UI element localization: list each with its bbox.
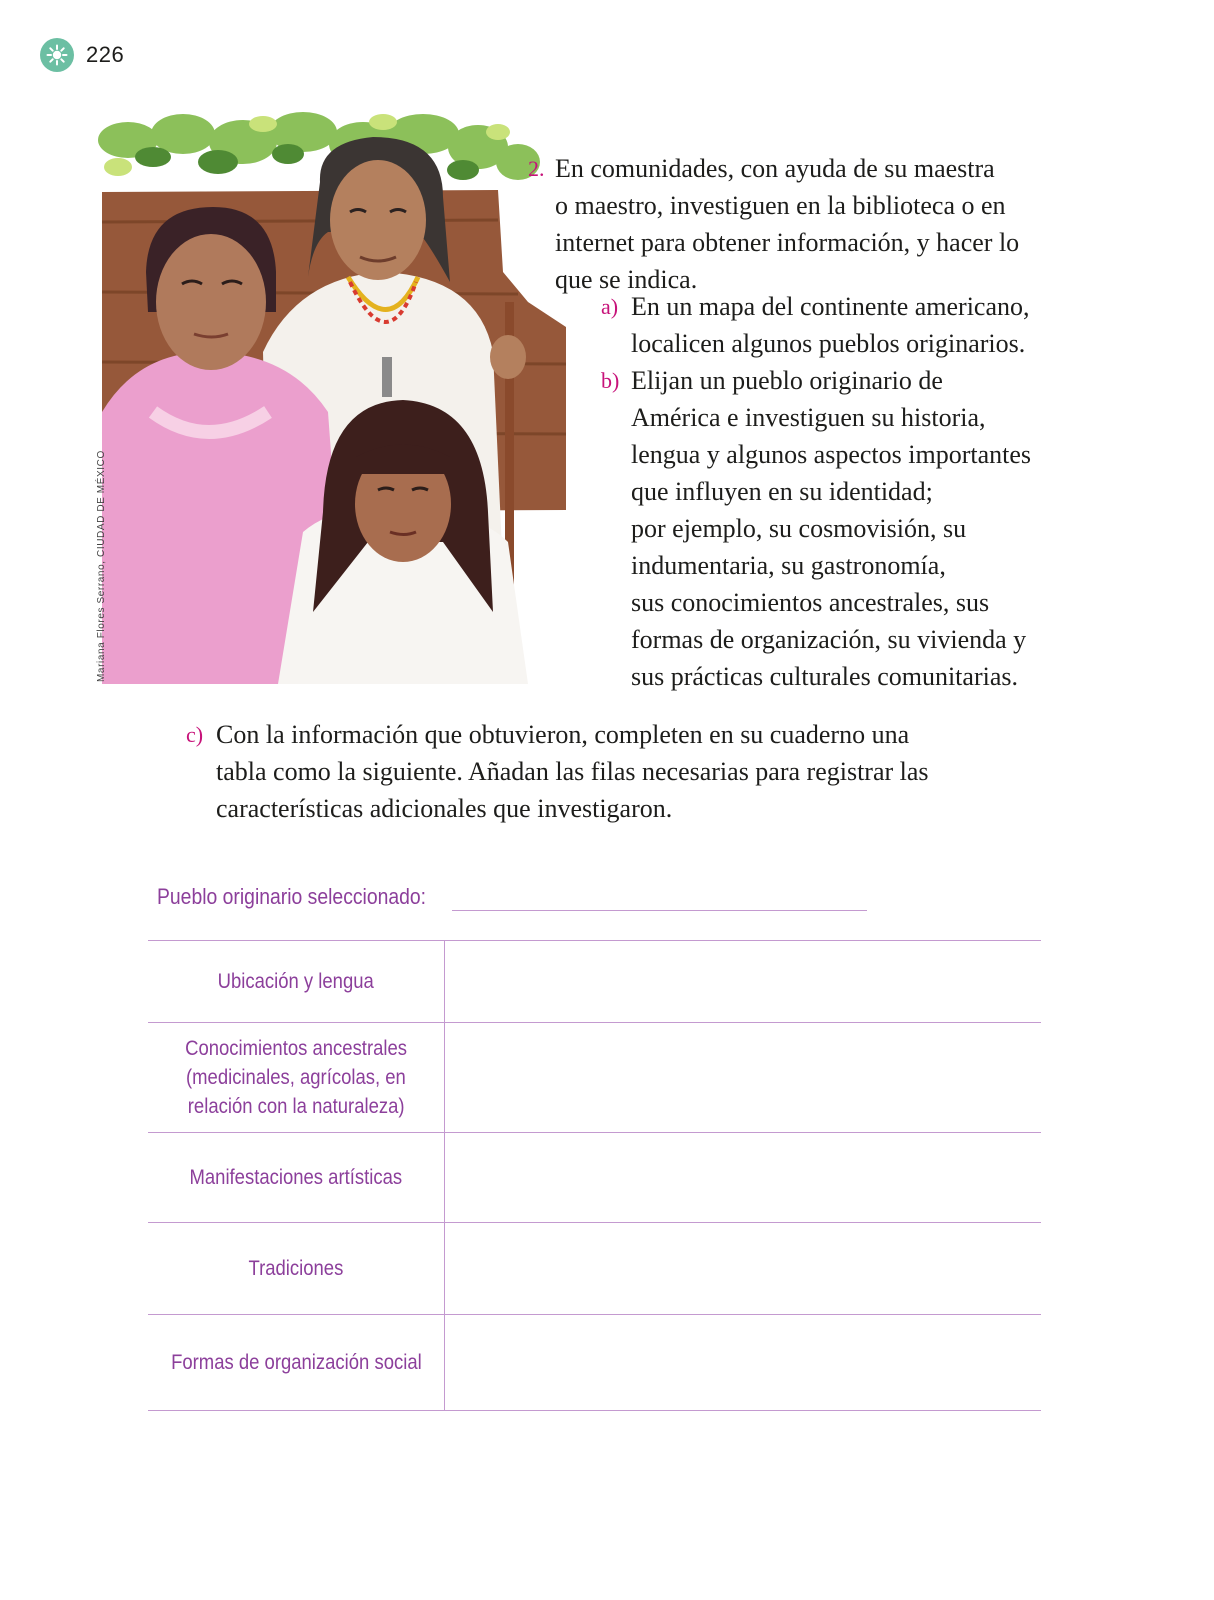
table-label: Pueblo originario seleccionado: [157,884,427,909]
text-line: sus conocimientos ancestrales, sus [631,588,990,617]
text-line: por ejemplo, su cosmovisión, su [631,514,967,543]
answer-line[interactable] [452,910,867,911]
text-line: localicen algunos pueblos originarios. [631,329,1026,358]
row-header-traditions [148,1223,445,1315]
text-line: Con la información que obtuvieron, completen en su cuaderno una [216,720,910,749]
answer-cell[interactable] [445,1315,1042,1411]
text-line: que se indica. [555,265,698,294]
question-number: 2. [528,156,545,181]
answer-cell[interactable] [445,1133,1042,1223]
row-label: Manifestaciones artísticas [189,1166,403,1189]
text-line: En un mapa del continente americano, [631,292,1030,321]
answer-cell[interactable] [445,1023,1042,1133]
item-letter: a) [601,294,619,319]
page-number: 226 [86,42,125,67]
row-label: relación con la naturaleza) [187,1095,405,1118]
text-line: internet para obtener información, y hacer lo [555,228,1020,257]
row-label: Conocimientos ancestrales [185,1037,407,1060]
row-label: Tradiciones [248,1257,344,1280]
text-line: que influyen en su identidad; [631,477,933,506]
item-letter: c) [186,722,204,747]
family-illustration [98,112,568,684]
row-label: Ubicación y lengua [217,970,375,993]
research-table [148,940,1041,1411]
question-2 [528,150,1048,298]
item-a [601,288,1051,362]
text-line: lengua y algunos aspectos importantes [631,440,1032,469]
row-header-ancestral-knowledge [148,1023,445,1133]
text-line: o maestro, investiguen en la biblioteca o en [555,191,1006,220]
table-row [148,1023,1041,1133]
item-letter: b) [601,368,620,393]
text-line: sus prácticas culturales comunitarias. [631,662,1018,691]
item-b [601,362,1051,695]
row-header-location-language [148,941,445,1023]
sun-icon [40,38,74,72]
row-label: Formas de organización social [170,1351,422,1374]
question-2-text [555,150,1048,298]
text-line: características adicionales que investigaron. [216,794,673,823]
text-line: América e investiguen su historia, [631,403,986,432]
item-c [186,716,966,827]
table-row [148,1315,1041,1411]
answer-cell[interactable] [445,941,1042,1023]
text-line: formas de organización, su vivienda y [631,625,1027,654]
row-header-social-organization [148,1315,445,1411]
text-line: indumentaria, su gastronomía, [631,551,946,580]
row-header-artistic-expressions [148,1133,445,1223]
text-line: tabla como la siguiente. Añadan las filas necesarias para registrar las [216,757,929,786]
illustration-credit: Mariana Flores Serrano, CIUDAD DE MÉXICO [96,450,107,682]
text-line: En comunidades, con ayuda de su maestra [555,154,995,183]
answer-cell[interactable] [445,1223,1042,1315]
table-row [148,1133,1041,1223]
text-line: Elijan un pueblo originario de [631,366,943,395]
table-row [148,1223,1041,1315]
page-header [40,38,124,72]
table-row [148,941,1041,1023]
row-label: (medicinales, agrícolas, en [186,1066,406,1089]
